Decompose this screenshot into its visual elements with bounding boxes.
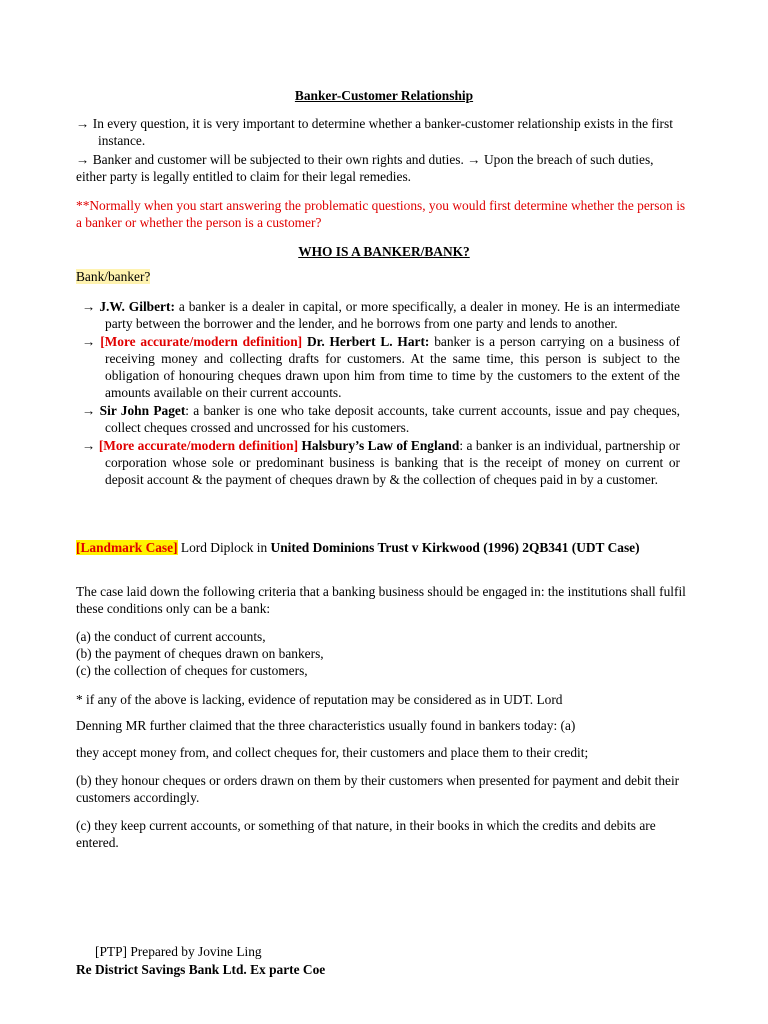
intro-paragraph-2: → Banker and customer will be subjected to their own rights and duties. → Upon the breach of such duties, either party is legally entitled to claim for their legal remedies. [76, 152, 654, 184]
definition-paget [82, 402, 680, 436]
criteria-intro: The case laid down the following criteria that a banking business should be engaged in: the institutions shall fulfil these conditions only can be a bank: [76, 584, 686, 616]
arrow-icon: → [82, 438, 99, 453]
landmark-case-name: United Dominions Trust v Kirkwood (1996) 2QB341 (UDT Case) [270, 540, 640, 555]
intro-paragraph-1: → In every question, it is very important to determine whether a banker-customer relationship exists in the first instance. [76, 116, 673, 148]
criteria-item: (c) the collection of cheques for customers, [76, 663, 308, 678]
definition-text: : a banker is an individual, partnership or corporation whose sole or predominant business is banking that is the receipt of money on current or deposit account & the payment of cheques drawn by & the collection of cheques paid in by a customer. [105, 438, 680, 487]
definition-text: : a banker is one who take deposit accounts, take current accounts, issue and pay cheques, collect cheques crossed and uncrossed for his customers. [105, 403, 681, 435]
denning-line-3: they accept money from, and collect cheques for, their customers and place them to their credit; [76, 745, 589, 760]
definitions-list [82, 298, 680, 489]
criteria-item: (a) the conduct of current accounts, [76, 629, 266, 644]
section-heading: WHO IS A BANKER/BANK? [298, 244, 470, 259]
landmark-text: Lord Diplock in [177, 540, 271, 555]
note-paragraph: **Normally when you start answering the problematic questions, you would first determine whether the person is a banker or whether the person is a customer? [76, 198, 686, 230]
prepared-by: [PTP] Prepared by Jovine Ling [95, 944, 262, 959]
definition-hart [82, 333, 680, 401]
denning-line-5: (c) they keep current accounts, or something of that nature, in their books in which the credits and debits are entered. [76, 818, 656, 850]
page-title: Banker-Customer Relationship [294, 88, 474, 103]
landmark-case [76, 539, 686, 556]
definition-gilbert [82, 298, 680, 332]
denning-line-1: * if any of the above is lacking, evidence of reputation may be considered as in UDT. Lord [76, 692, 563, 707]
denning-line-4: (b) they honour cheques or orders drawn on them by their customers when presented for payment and debit their customers accordingly. [76, 773, 680, 805]
definition-author: Dr. Herbert L. Hart: [302, 334, 430, 349]
definition-author: Halsbury’s Law of England [298, 438, 460, 453]
criteria-item: (b) the payment of cheques drawn on bankers, [76, 646, 324, 661]
landmark-tag: [Landmark Case] [76, 540, 178, 555]
definition-author: J.W. Gilbert: [99, 299, 175, 314]
arrow-icon: → [82, 299, 100, 314]
definition-text: banker is a person carrying on a business of receiving money and collecting drafts for customers. At the same time, this person is subject to the obligation of honouring cheques drawn upon him from time to time by the customers to the extent of the amounts available on their current accounts. [105, 334, 680, 400]
arrow-icon: → [82, 403, 100, 418]
arrow-icon: → [82, 334, 101, 349]
definition-tag: [More accurate/modern definition] [98, 438, 299, 453]
definition-author: Sir John Paget [99, 403, 186, 418]
footer-case-name: Re District Savings Bank Ltd. Ex parte Coe [76, 962, 326, 977]
denning-line-2: Denning MR further claimed that the three characteristics usually found in bankers today: (a) [76, 718, 576, 733]
definition-halsbury [82, 437, 680, 488]
bank-banker-text: Bank/banker? [76, 269, 151, 284]
definition-text: a banker is a dealer in capital, or more specifically, a dealer in money. He is an intermediate party between the borrower and the lender, and he borrows from one party and lends to another. [105, 299, 680, 331]
criteria-list [76, 628, 686, 679]
definition-tag: [More accurate/modern definition] [100, 334, 303, 349]
bank-banker-label [76, 268, 686, 285]
